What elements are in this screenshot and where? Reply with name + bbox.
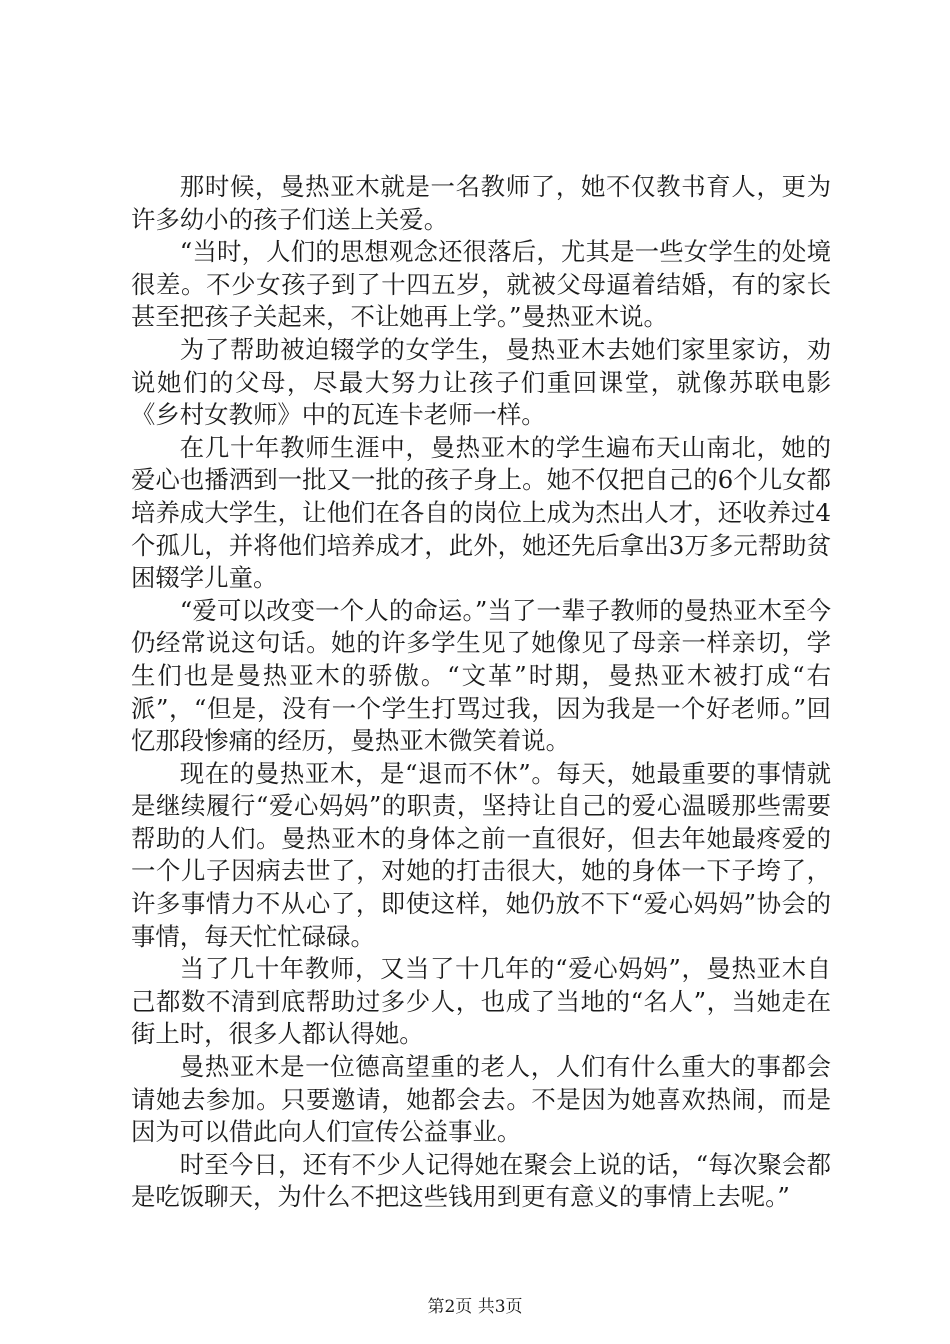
paragraph-9: 时至今日，还有不少人记得她在聚会上说的话，“每次聚会都是吃饭聊天，为什么不把这些钱用到更有意义的事情上去呢。” bbox=[131, 1149, 831, 1212]
page-footer: 第2页 共3页 bbox=[427, 1297, 523, 1317]
paragraph-7: 当了几十年教师，又当了十几年的“爱心妈妈”，曼热亚木自己都数不清到底帮助过多少人，也成了当地的“名人”，当她走在街上时，很多人都认得她。 bbox=[131, 954, 831, 1049]
paragraph-1: 那时候，曼热亚木就是一名教师了，她不仅教书育人，更为许多幼小的孩子们送上关爱。 bbox=[131, 172, 831, 234]
paragraph-2: “当时，人们的思想观念还很落后，尤其是一些女学生的处境很差。不少女孩子到了十四五岁，就被父母逼着结婚，有的家长甚至把孩子关起来，不让她再上学。”曼热亚木说。 bbox=[131, 237, 831, 332]
document-body bbox=[131, 171, 831, 1214]
paragraph-3: 为了帮助被迫辍学的女学生，曼热亚木去她们家里家访，劝说她们的父母，尽最大努力让孩子们重回课堂，就像苏联电影《乡村女教师》中的瓦连卡老师一样。 bbox=[131, 334, 831, 430]
paragraph-6: 现在的曼热亚木，是“退而不休”。每天，她最重要的事情就是继续履行“爱心妈妈”的职责，坚持让自己的爱心温暖那些需要帮助的人们。曼热亚木的身体之前一直很好，但去年她最疼爱的一个儿子因病去世了，对她的打击很大，她的身体一下子垮了，许多事情力不从心了，即使这样，她仍放不下“爱心妈妈”协会的事情，每天忙忙碌碌。 bbox=[131, 758, 831, 951]
paragraph-4: 在几十年教师生涯中，曼热亚木的学生遍布天山南北，她的爱心也播洒到一批又一批的孩子身上。她不仅把自己的6个儿女都培养成大学生，让他们在各自的岗位上成为杰出人才，还收养过4个孤儿，并将他们培养成才，此外，她还先后拿出3万多元帮助贫困辍学儿童。 bbox=[131, 432, 831, 593]
paragraph-8: 曼热亚木是一位德高望重的老人，人们有什么重大的事都会请她去参加。只要邀请，她都会去。不是因为她喜欢热闹，而是因为可以借此向人们宣传公益事业。 bbox=[131, 1052, 831, 1147]
paragraph-5: “爱可以改变一个人的命运。”当了一辈子教师的曼热亚木至今仍经常说这句话。她的许多学生见了她像见了母亲一样亲切，学生们也是曼热亚木的骄傲。“文革”时期，曼热亚木被打成“右派”，“但是，没有一个学生打骂过我，因为我是一个好老师。”回忆那段惨痛的经历，曼热亚木微笑着说。 bbox=[131, 595, 831, 756]
